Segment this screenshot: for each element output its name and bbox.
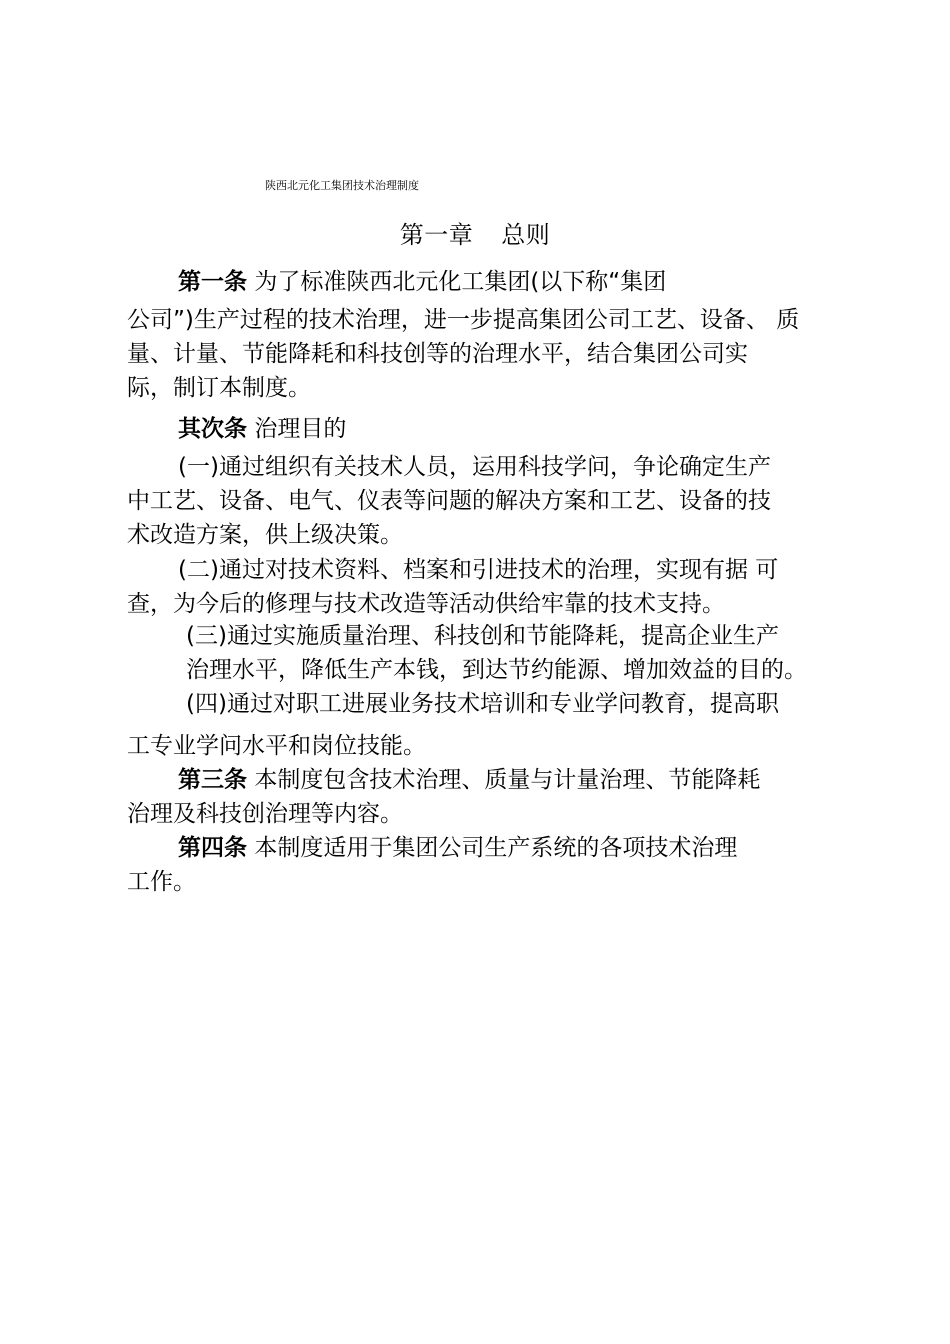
article-1-line-4: 际，制订本制度。 [127, 375, 311, 401]
chapter-title: 总则 [501, 221, 551, 249]
document-header: 陕西北元化工集团技术治理制度 [265, 179, 419, 192]
article-1-line-1: 第一条 为了标准陕西北元化工集团(以下称“集团 [178, 269, 667, 295]
chapter-heading [0, 215, 950, 250]
article-2-item-4-line-2: 工专业学问水平和岗位技能。 [127, 733, 426, 759]
article-3-line-1: 第三条 本制度包含技术治理、质量与计量治理、节能降耗 [178, 767, 761, 793]
article-2-item-4-line-1: (四)通过对职工进展业务技术培训和专业学问教育，提高职 [186, 691, 779, 717]
article-2-line-1: 其次条 治理目的 [178, 416, 347, 442]
article-3-label: 第三条 [178, 767, 247, 793]
article-1-line-2: 公司”)生产过程的技术治理，进一步提高集团公司工艺、设备、 质 [127, 307, 800, 333]
article-2-item-1-line-2: 中工艺、设备、电气、仪表等问题的解决方案和工艺、设备的技 [127, 488, 771, 514]
article-4-line-2: 工作。 [127, 869, 196, 895]
article-2-item-1-line-3: 术改造方案，供上级决策。 [127, 522, 403, 548]
article-2-item-2-line-2: 查，为今后的修理与技术改造等活动供给牢靠的技术支持。 [127, 591, 725, 617]
article-1-line-3: 量、计量、节能降耗和科技创等的治理水平，结合集团公司实 [127, 341, 748, 367]
article-2-label: 其次条 [178, 416, 247, 442]
chapter-number: 第一章 [399, 221, 474, 249]
article-2-item-2-line-1: (二)通过对技术资料、档案和引进技术的治理，实现有据 可 [178, 557, 779, 583]
article-2-item-1-line-1: (一)通过组织有关技术人员，运用科技学问，争论确定生产 [178, 454, 771, 480]
article-3-line-2: 治理及科技创治理等内容。 [127, 801, 403, 827]
article-4-label: 第四条 [178, 835, 247, 861]
article-2-item-3-line-2: 治理水平，降低生产本钱，到达节约能源、增加效益的目的。 [186, 657, 807, 683]
article-4-line-1: 第四条 本制度适用于集团公司生产系统的各项技术治理 [178, 835, 738, 861]
article-2-item-3-line-1: (三)通过实施质量治理、科技创和节能降耗，提高企业生产 [186, 623, 779, 649]
article-1-label: 第一条 [178, 269, 247, 295]
